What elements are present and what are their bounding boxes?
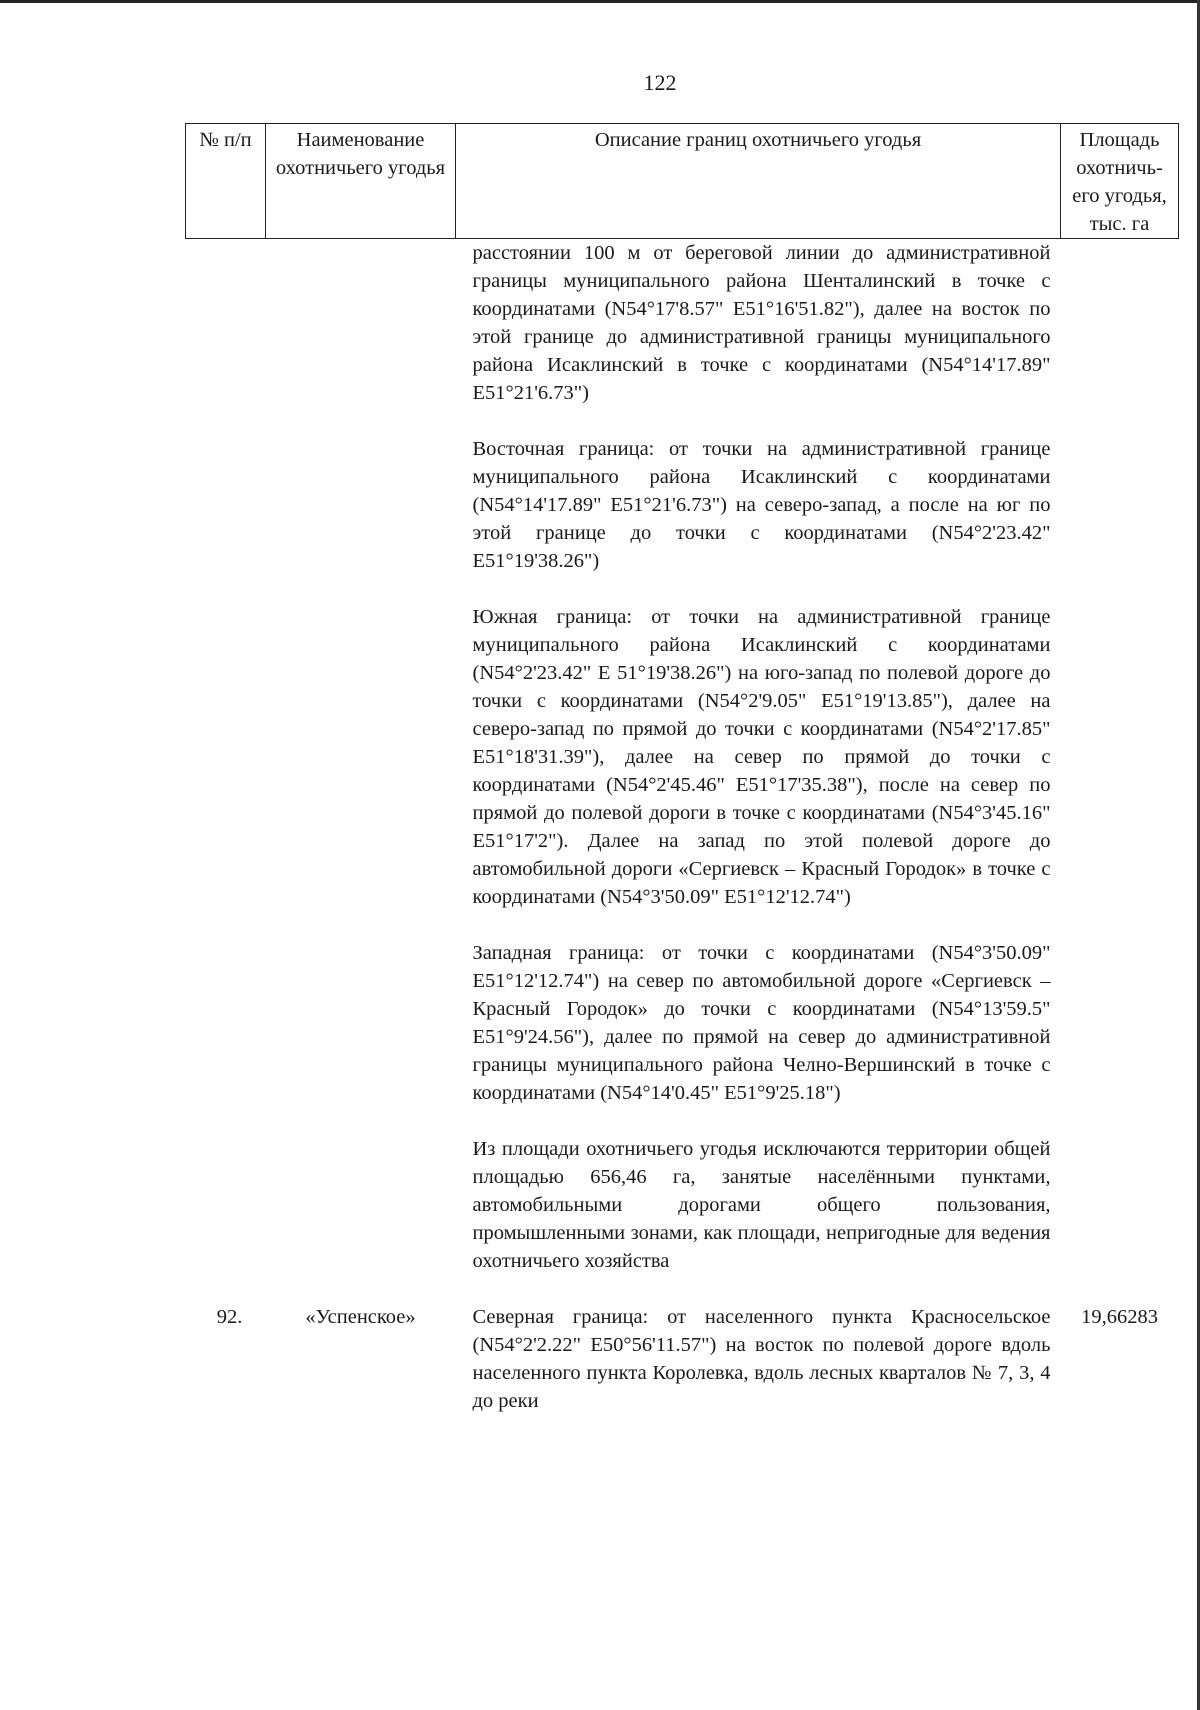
header-number: № п/п [186,124,266,239]
description-paragraph-east-border: Восточная граница: от точки на административной границе муниципального района Исаклинский с координатами (N54°14'17.89" E51°21'6.73") на северо-запад, а после на юг по этой границе до точки с координатами (N54°2'23.42" E51°19'38.26") [472,438,1051,572]
row-description [456,1303,1061,1415]
table-row-continuation [186,239,1179,1276]
row-name: «Успенское» [305,1306,416,1328]
cell-description [456,239,1061,1276]
description-paragraph-south-border: Южная граница: от точки на административной границе муниципального района Исаклинский с координатами (N54°2'23.42" E 51°19'38.26") на юго-запад по полевой дороге до точки с координатами (N54°2'9.05" E51°19'13.85"), далее на северо-запад по прямой до точки с координатами (N54°2'17.85" E51°18'31.39"), далее на север по прямой до точки с координатами (N54°2'45.46" E51°17'35.38"), после на север по прямой до полевой дороги в точке с координатами (N54°3'45.16" E51°17'2"). Далее на запад по этой полевой дороге до автомобильной дороги «Сергиевск – Красный Городок» в точке с координатами (N54°3'50.09" E51°12'12.74") [472,606,1051,908]
page-number: 122 [643,70,677,95]
table-header-row [186,124,1179,239]
scan-border-top [0,0,1200,3]
table-row [186,1303,1179,1415]
row-area: 19,66283 [1081,1306,1158,1328]
description-paragraph-exclusions: Из площади охотничьего угодья исключаются территории общей площадью 656,46 га, занятые населёнными пунктами, автомобильными дорогами общего пользования, промышленными зонами, как площади, непригодные для ведения охотничьего хозяйства [472,1138,1051,1272]
row-spacer [186,1275,1179,1303]
cell-area [1061,239,1179,1276]
description-paragraph-north-border: Северная граница: от населенного пункта Красносельское (N54°2'2.22" E50°56'11.57") на восток по полевой дороге вдоль населенного пункта Королевка, вдоль лесных кварталов № 7, 3, 4 до реки [472,1306,1051,1412]
header-area: Площадь охотничь-его угодья, тыс. га [1061,124,1179,239]
cell-name [266,239,456,1276]
hunting-grounds-table [185,123,1179,1415]
cell-number [186,239,266,1276]
header-description: Описание границ охотничьего угодья [456,124,1061,239]
row-number: 92. [216,1306,243,1328]
header-name: Наименование охотничьего угодья [266,124,456,239]
description-paragraph-west-border: Западная граница: от точки с координатами (N54°3'50.09" E51°12'12.74") на север по автомобильной дороге «Сергиевск – Красный Городок» до точки с координатами (N54°13'59.5" E51°9'24.56"), далее по прямой на север до административной границы муниципального района Челно-Вершинский в точке с координатами (N54°14'0.45" E51°9'25.18") [472,942,1051,1104]
description-paragraph: расстоянии 100 м от береговой линии до административной границы муниципального района Шенталинский в точке с координатами (N54°17'8.57" E51°16'51.82"), далее на восток по этой границе до административной границы муниципального района Исаклинский в точке с координатами (N54°14'17.89" E51°21'6.73") [472,242,1051,404]
